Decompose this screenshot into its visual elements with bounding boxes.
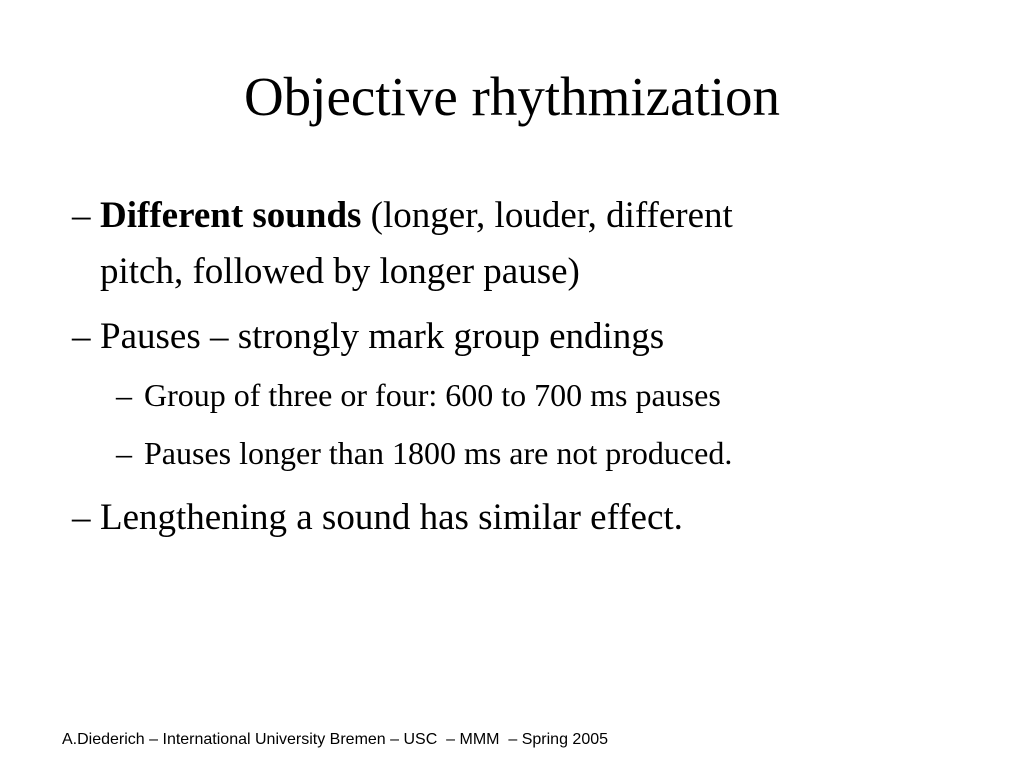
bullet-different-sounds [72,188,733,244]
bullet-dash: – [116,435,132,471]
slide-title: Objective rhythmization [243,66,781,127]
bullet-text: Pauses longer than 1800 ms are not produced. [144,435,733,471]
bullet-lengthening [72,490,683,546]
bullet-bold-text: Different sounds [100,195,362,236]
bullet-text: (longer, louder, different [361,195,733,236]
sub-bullet-group-pauses [116,367,721,423]
bullet-text: Pauses – strongly mark group endings [100,316,665,357]
bullet-dash: – [72,316,91,357]
bullet-different-sounds-continuation: pitch, followed by longer pause) [100,251,580,292]
bullet-dash: – [72,497,91,538]
sub-bullet-long-pauses [116,425,732,481]
bullet-text: Lengthening a sound has similar effect. [100,497,683,538]
slide-footer: A.Diederich – International University Bremen – USC – MMM – Spring 2005 [62,731,609,748]
bullet-dash: – [116,377,132,413]
bullet-text: Group of three or four: 600 to 700 ms pauses [144,377,721,413]
bullet-dash: – [72,195,91,236]
bullet-pauses [72,309,664,365]
